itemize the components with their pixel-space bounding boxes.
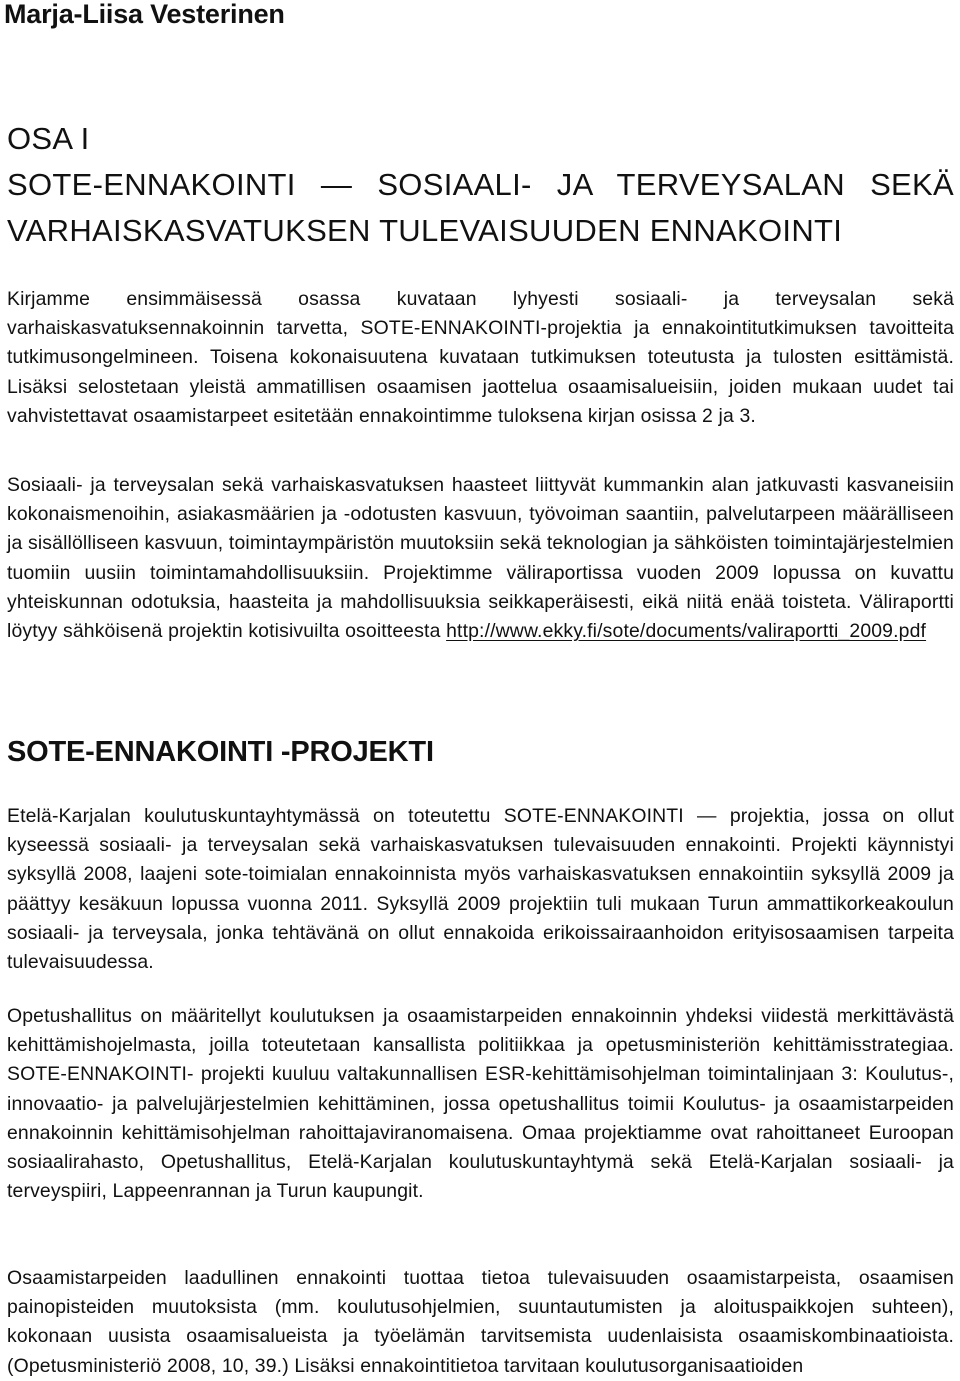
quality-paragraph: Osaamistarpeiden laadullinen ennakointi tuottaa tietoa tulevaisuuden osaamistarpeista, osaamisen painopisteiden muutoksista (mm. koulutusohjelmien, suuntautumisten ja aloituspaikkojen suhteen), kokonaan uusista osaamisalueista ja työelämän tarvitsemista uudenlaisista osaamiskombinaatioista. (Opetusministeriö 2008, 10, 39.) Lisäksi ennakointitietoa tarvitaan koulutusorganisaatioiden [7,1267,954,1377]
intro-paragraph: Kirjamme ensimmäisessä osassa kuvataan lyhyesti sosiaali- ja terveysalan sekä varhaiskasvatuksennakoinnin tarvetta, SOTE-ENNAKOINTI-projektia ja ennakointitutkimuksen tavoitteita tutkimusongelmineen. Toisena kokonaisuutena kuvataan tutkimuksen toteutusta ja tulosten esittämistä. Lisäksi selostetaan yleistä ammatillisen osaamisen jaottelua osaamisalueisiin, joiden mukaan uudet tai vahvistettavat osaamistarpeet esitetään ennakointimme tuloksena kirjan osissa 2 ja 3. [7,288,954,427]
part-heading-line-3: VARHAISKASVATUKSEN TULEVAISUUDEN ENNAKOINTI [7,213,843,248]
background-paragraph [7,471,954,646]
project-paragraph: Etelä-Karjalan koulutuskuntayhtymässä on toteutettu SOTE-ENNAKOINTI — projektia, jossa on ollut kyseessä sosiaali- ja terveysalan sekä varhaiskasvatuksen tulevaisuuden ennakointi. Projekti käynnistyi syksyllä 2008, laajeni sote-toimialan ennakoinnista myös varhaiskasvatuksen ennakointiin syksyllä 2009 ja päättyy kesäkuun lopussa vuonna 2011. Syksyllä 2009 projektiin tuli mukaan Turun ammattikorkeakoulun sosiaali- ja terveysala, jonka tehtävänä on ollut ennakoida erikoissairaanhoidon erityisosaamisen tarpeita tulevaisuudessa. [7,805,954,974]
background-paragraph-text: Sosiaali- ja terveysalan sekä varhaiskasvatuksen haasteet liittyvät kummankin alan jatkuvasti kasvaneisiin kokonaismenoihin, asiakasmäärien ja -odotusten kasvuun, työvoiman saantiin, palvelutarpeen määrälliseen ja sisällölliseen kasvuun, toimintaympäristön muutoksiin sekä teknologian ja sähköisten toimintajärjestelmien tuomiin uusiin toimintamahdollisuuksiin. Projektimme väliraportissa vuoden 2009 lopussa on kuvattu yhteiskunnan odotuksia, haasteita ja mahdollisuuksia seikkaperäisesti, eikä niitä enää toisteta. Väliraportti löytyy sähköisenä projektin kotisivuilta osoitteesta [7,474,954,643]
part-heading-line-2: SOTE-ENNAKOINTI — SOSIAALI- JA TERVEYSALAN SEKÄ [7,167,954,202]
part-heading-line-1: OSA I [7,121,90,156]
section-heading: SOTE-ENNAKOINTI -PROJEKTI [7,736,434,768]
part-heading [7,116,954,254]
report-link[interactable]: http://www.ekky.fi/sote/documents/valiraportti_2009.pdf [446,620,927,643]
funding-paragraph: Opetushallitus on määritellyt koulutuksen ja osaamistarpeiden ennakoinnin yhdeksi viidestä merkittävästä kehittämishojelmasta, joilla toteutetaan kansallista politiikkaa ja opetusministeriön kehittämisstrategiaa. SOTE-ENNAKOINTI- projekti kuuluu valtakunnallisen ESR-kehittämisohjelman toimintalinjaan 3: Koulutus-, innovaatio- ja palvelujärjestelmien kehittäminen, jossa opetushallitus toimii Koulutus- ja osaamistarpeiden ennakoinnin kehittämisohjelman rahoittajaviranomaisena. Omaa projektiamme ovat rahoittaneet Euroopan sosiaalirahasto, Opetushallitus, Etelä-Karjalan koulutuskuntayhtymä sekä Etelä-Karjalan sosiaali- ja terveyspiiri, Lappeenrannan ja Turun kaupungit. [7,1005,954,1203]
author-name: Marja-Liisa Vesterinen [4,0,285,29]
